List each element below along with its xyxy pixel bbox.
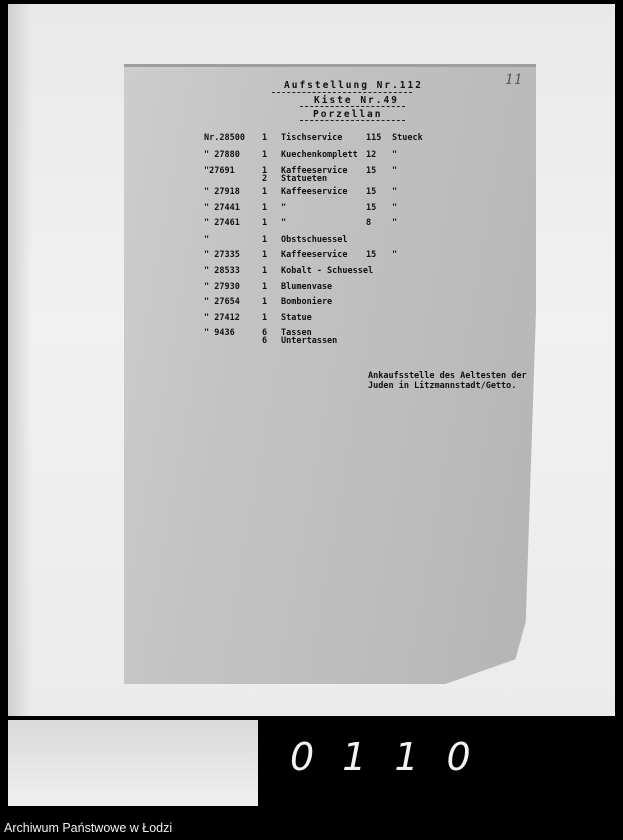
item-description: " [281,218,287,228]
item-unit: " [392,166,398,176]
item-number: " 27880 [204,150,240,160]
item-number: " 27930 [204,282,240,292]
item-unit: Stueck [392,133,423,143]
item-quantity: 1 [262,166,268,176]
item-description: Bomboniere [281,297,333,307]
category-underline [300,120,405,121]
item-quantity: 1 [262,266,268,276]
item-description: Kobalt - Schuessel [281,266,374,276]
frame-counter: 0110 [290,735,499,779]
item-description: Kaffeeservice [281,166,348,176]
pencil-page-number: 11 [505,72,523,88]
item-description-secondary: Statueten [281,174,328,184]
item-unit: " [392,218,398,228]
issuer-line-2: Juden in Litzmannstadt/Getto. [368,381,517,391]
item-description: Kaffeeservice [281,250,348,260]
item-quantity-secondary: 2 [262,174,268,184]
item-quantity: 1 [262,133,268,143]
film-light-patch [8,720,258,806]
item-number: " 27461 [204,218,240,228]
item-number: " 28533 [204,266,240,276]
item-piece-count: 15 [366,203,377,213]
item-number: " 27335 [204,250,240,260]
item-quantity: 1 [262,218,268,228]
frame-shadow [8,4,32,716]
item-quantity: 6 [262,328,268,338]
item-quantity: 1 [262,313,268,323]
document-title: Aufstellung Nr.112 [284,80,423,91]
item-description-secondary: Untertassen [281,336,338,346]
sheet-top-edge [124,64,536,67]
category-title: Porzellan [313,109,383,120]
item-piece-count: 15 [366,187,377,197]
item-unit: " [392,187,398,197]
item-quantity: 1 [262,203,268,213]
item-quantity-secondary: 6 [262,336,268,346]
box-number: Kiste Nr.49 [314,95,399,106]
item-piece-count: 8 [366,218,372,228]
item-quantity: 1 [262,187,268,197]
archive-footer: Archiwum Państwowe w Łodzi [0,816,623,840]
item-piece-count: 12 [366,150,377,160]
item-number: Nr.28500 [204,133,245,143]
item-number: " 27441 [204,203,240,213]
item-description: Kuechenkomplett [281,150,358,160]
item-number: "27691 [204,166,235,176]
item-quantity: 1 [262,297,268,307]
item-unit: " [392,250,398,260]
item-number: " 27654 [204,297,240,307]
issuer-line-1: Ankaufsstelle des Aeltesten der [368,371,527,381]
item-piece-count: 15 [366,166,377,176]
item-piece-count: 115 [366,133,382,143]
box-underline [300,106,405,107]
item-unit: " [392,203,398,213]
item-quantity: 1 [262,150,268,160]
item-number: " [204,235,210,245]
item-unit: " [392,150,398,160]
item-description: Kaffeeservice [281,187,348,197]
item-description: Statue [281,313,312,323]
item-description: Obstschuessel [281,235,348,245]
item-description: " [281,203,287,213]
item-quantity: 1 [262,282,268,292]
item-quantity: 1 [262,250,268,260]
item-description: Tischservice [281,133,343,143]
title-underline [272,92,412,93]
item-number: " 9436 [204,328,235,338]
item-quantity: 1 [262,235,268,245]
item-number: " 27412 [204,313,240,323]
item-description: Blumenvase [281,282,333,292]
item-piece-count: 15 [366,250,377,260]
item-number: " 27918 [204,187,240,197]
item-description: Tassen [281,328,312,338]
